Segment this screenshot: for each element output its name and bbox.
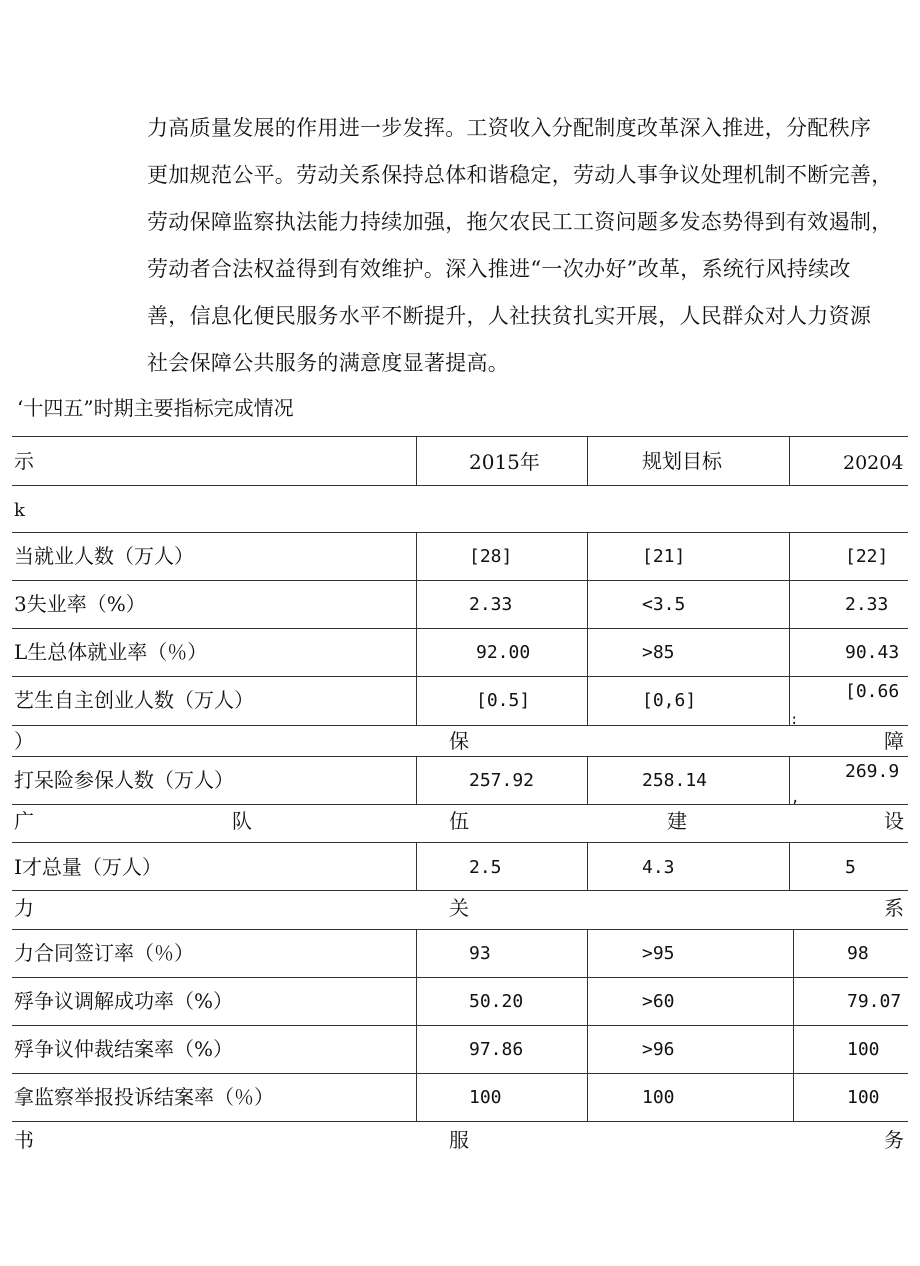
row-2015-value: 92.00: [476, 642, 531, 663]
row-2020-value: 98: [847, 943, 869, 964]
table-rule: [12, 756, 908, 757]
table-col-rule: [789, 756, 790, 804]
table-rule: [12, 580, 908, 581]
row-target-value: 258.14: [642, 770, 708, 791]
section-char: 设: [884, 809, 904, 833]
row-2015-value: 257.92: [469, 770, 535, 791]
row-2020-value: 79.07: [847, 991, 902, 1012]
row-label: 拿监察举报投诉结案率（％）: [14, 1085, 274, 1109]
table-rule: [12, 890, 908, 891]
table-col-rule: [587, 436, 588, 485]
paragraph-line: 社会保障公共服务的满意度显著提高。: [147, 351, 510, 375]
header-sub: k: [14, 500, 25, 521]
row-2020-value: 100: [847, 1087, 880, 1108]
section-char: 广: [14, 809, 34, 833]
row-target-value: >96: [642, 1039, 675, 1060]
section-char: 建: [667, 809, 687, 833]
row-2020-value: 5: [845, 857, 856, 878]
paragraph-line: 劳动保障监察执法能力持续加强，拖欠农民工工资问题多发态势得到有效遏制，: [147, 210, 893, 234]
table-col-rule: [789, 436, 790, 485]
table-rule: [12, 929, 908, 930]
row-2020-value: [22]: [845, 546, 889, 567]
table-col-rule: [416, 929, 417, 1121]
table-col-rule: [416, 532, 417, 725]
row-2020-value: 90.43: [845, 642, 900, 663]
table-col-rule: [789, 532, 790, 725]
row-2015-value: 2.33: [469, 594, 513, 615]
row-2020-value: 269.9: [845, 761, 900, 782]
row-target-value: [21]: [642, 546, 686, 567]
paragraph-line: 力高质量发展的作用进一步发挥。工资收入分配制度改革深入推进，分配秩序: [147, 116, 872, 140]
section-char: 书: [14, 1128, 34, 1152]
header-target: 规划目标: [642, 449, 722, 473]
table-col-rule: [587, 532, 588, 725]
row-2020-value: [0.66: [845, 681, 900, 702]
table-col-rule: [587, 842, 588, 890]
header-2020: 20204: [843, 452, 904, 474]
table-rule: [12, 725, 908, 726]
row-label: 当就业人数（万人）: [14, 544, 194, 568]
section-char: 务: [884, 1128, 904, 1152]
table-rule: [12, 628, 908, 629]
section-char: 队: [232, 809, 252, 833]
table-rule: [12, 1073, 908, 1074]
paragraph-line: 劳动者合法权益得到有效维护。深入推进“一次办好”改革，系统行风持续改: [147, 257, 851, 281]
table-col-rule: [416, 436, 417, 485]
row-label: 打呆险参保人数（万人）: [14, 768, 234, 792]
section-paren: ）: [14, 729, 34, 753]
row-target-value: 4.3: [642, 857, 675, 878]
table-rule: [12, 485, 908, 486]
table-rule: [12, 804, 908, 805]
row-target-value: <3.5: [642, 594, 686, 615]
row-2015-value: 97.86: [469, 1039, 524, 1060]
row-target-value: [0,6]: [642, 690, 697, 711]
row-2015-value: 2.5: [469, 857, 502, 878]
section-char: 系: [884, 896, 904, 920]
row-2015-value: [28]: [469, 546, 513, 567]
row-2020-value: 100: [847, 1039, 880, 1060]
table-rule: [12, 532, 908, 533]
table-col-rule: [587, 756, 588, 804]
row-2015-value: 100: [469, 1087, 502, 1108]
row-2015-value: 93: [469, 943, 491, 964]
header-indicator: 示: [14, 449, 34, 473]
row-target-value: >95: [642, 943, 675, 964]
row-label: I才总量（万人）: [14, 855, 162, 879]
stray-mark: :: [790, 712, 799, 728]
table-rule: [12, 1025, 908, 1026]
row-label: L生总体就业率（％）: [14, 640, 208, 664]
row-target-value: 100: [642, 1087, 675, 1108]
body-paragraph: [147, 105, 917, 387]
stray-mark: ,: [791, 790, 800, 806]
table-col-rule: [793, 929, 794, 1121]
table-col-rule: [416, 756, 417, 804]
paragraph-line: 善，信息化便民服务水平不断提升，人社扶贫扎实开展，人民群众对人力资源: [147, 304, 872, 328]
row-target-value: >85: [642, 642, 675, 663]
table-rule: [12, 842, 908, 843]
row-label: 3失业率（%）: [14, 592, 146, 616]
row-label: 殍争议仲裁结案率（%）: [14, 1037, 234, 1061]
section-char: 服: [449, 1128, 469, 1152]
paragraph-line: 更加规范公平。劳动关系保持总体和谐稳定，劳动人事争议处理机制不断完善，: [147, 163, 893, 187]
row-2020-value: 2.33: [845, 594, 889, 615]
section-char: 障: [884, 729, 904, 753]
table-title: ‘十四五”时期主要指标完成情况: [17, 396, 294, 420]
table-rule: [12, 676, 908, 677]
row-label: 力合同签订率（％）: [14, 941, 194, 965]
section-char: 伍: [449, 809, 469, 833]
table-rule: [12, 977, 908, 978]
row-label: 殍争议调解成功率（%）: [14, 989, 234, 1013]
row-target-value: >60: [642, 991, 675, 1012]
section-char: 保: [449, 729, 469, 753]
table-col-rule: [416, 842, 417, 890]
row-2015-value: 50.20: [469, 991, 524, 1012]
table-rule: [12, 1121, 908, 1122]
section-char: 关: [449, 896, 469, 920]
row-label: 艺生自主创业人数（万人）: [14, 688, 254, 712]
table-rule: [12, 436, 908, 437]
header-2015: 2015年: [469, 450, 540, 474]
section-char: 力: [14, 896, 34, 920]
row-2015-value: [0.5]: [476, 690, 531, 711]
table-col-rule: [789, 842, 790, 890]
table-col-rule: [587, 929, 588, 1121]
